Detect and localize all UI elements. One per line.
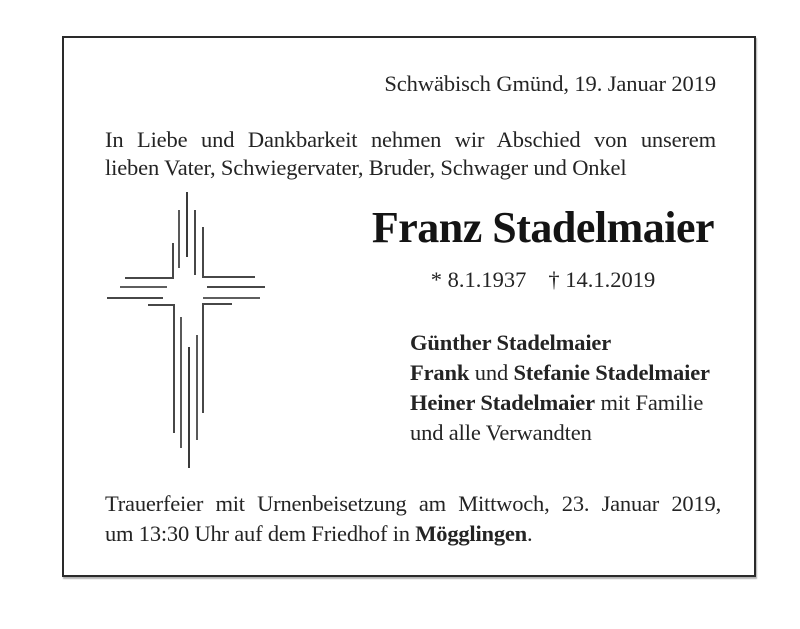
mourner-suffix: mit Familie: [594, 390, 704, 415]
funeral-punctuation: .: [527, 521, 533, 546]
funeral-info-paragraph: [105, 489, 721, 549]
memorial-cross-icon: [105, 190, 267, 476]
mourner-text: und alle Verwandten: [410, 420, 592, 445]
obituary-notice-card: [62, 36, 756, 577]
mourner-line-3: [410, 388, 710, 418]
intro-line-1: In Liebe und Dankbarkeit nehmen wir Abschied von unserem: [105, 127, 716, 152]
funeral-place: Mögglingen: [415, 521, 527, 546]
intro-line-2: lieben Vater, Schwiegervater, Bruder, Schwager und Onkel: [105, 155, 627, 180]
mourner-line-1: [410, 328, 710, 358]
mourner-name: Stefanie Stadelmaier: [513, 360, 710, 385]
funeral-line-2: [105, 519, 721, 549]
mourner-line-2: [410, 358, 710, 388]
funeral-line-1: Trauerfeier mit Urnenbeisetzung am Mittwoch, 23. Januar 2019,: [105, 491, 721, 516]
mourner-connector: und: [469, 360, 514, 385]
intro-paragraph: [105, 126, 716, 182]
funeral-text: um 13:30 Uhr auf dem Friedhof in: [105, 521, 416, 546]
mourner-name: Heiner Stadelmaier: [410, 390, 595, 415]
birth-date: * 8.1.1937: [430, 267, 527, 292]
place-and-date-line: Schwäbisch Gmünd, 19. Januar 2019: [384, 71, 716, 96]
mourner-name: Frank: [410, 360, 470, 385]
deceased-name: Franz Stadelmaier: [371, 203, 715, 252]
life-dates: [323, 267, 763, 293]
mourner-name: Günther Stadelmaier: [410, 330, 612, 355]
mourner-line-4: [410, 418, 710, 448]
mourners-list: [410, 328, 710, 448]
death-date: † 14.1.2019: [548, 267, 656, 292]
